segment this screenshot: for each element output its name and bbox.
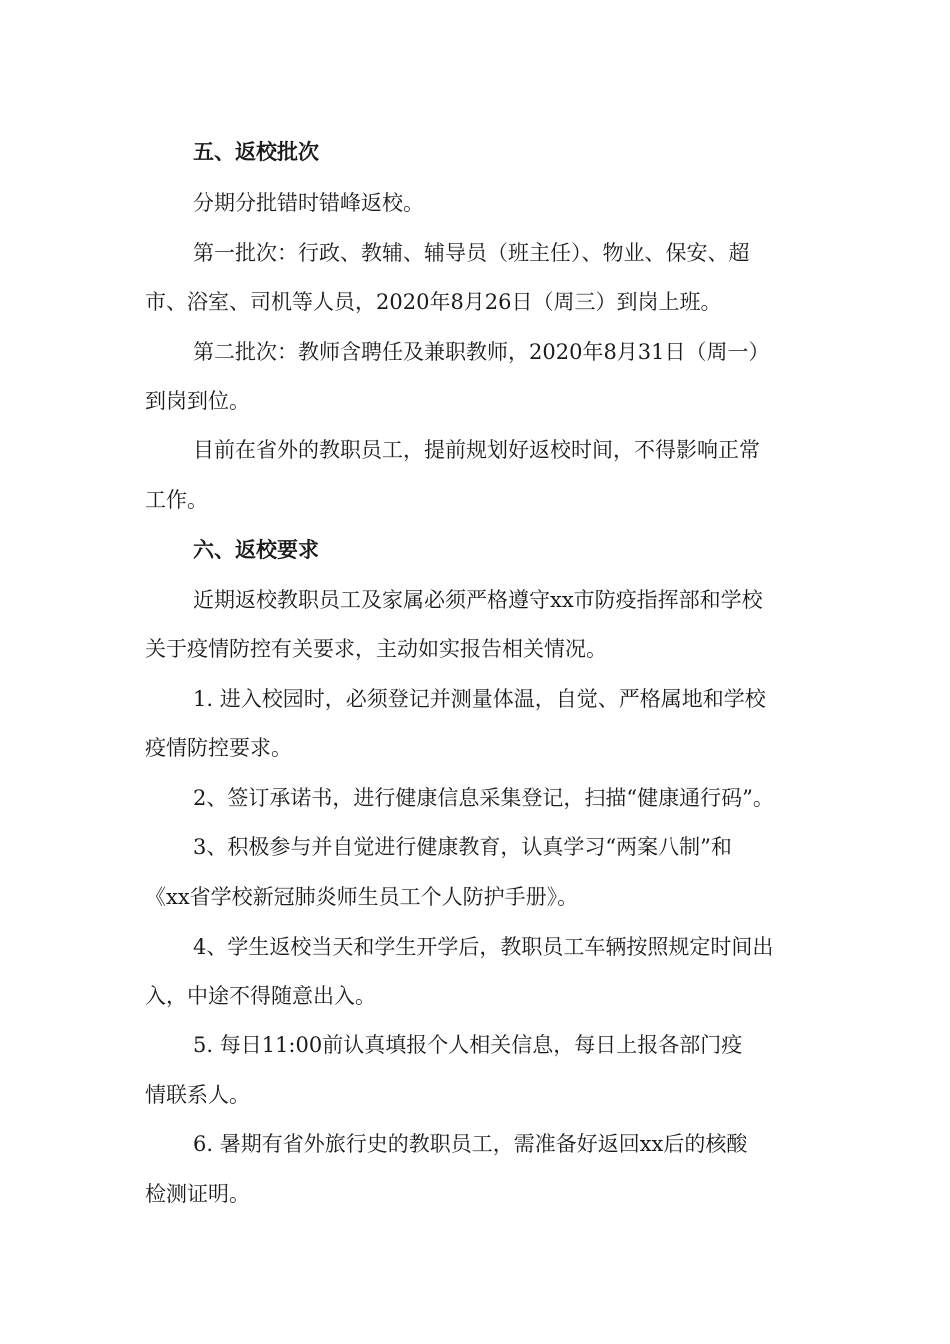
list-item-line: 情联系人。: [145, 1083, 250, 1107]
list-item-line: 入，中途不得随意出入。: [145, 984, 376, 1008]
paragraph-line: 关于疫情防控有关要求，主动如实报告相关情况。: [145, 637, 607, 661]
paragraph-line: 目前在省外的教职员工，提前规划好返校时间，不得影响正常: [193, 438, 760, 462]
list-item-line: 6. 暑期有省外旅行史的教职员工，需准备好返回xx后的核酸: [193, 1132, 748, 1156]
list-item-line: 《xx省学校新冠肺炎师生员工个人防护手册》。: [145, 885, 579, 909]
paragraph-line: 近期返校教职员工及家属必须严格遵守xx市防疫指挥部和学校: [193, 588, 763, 612]
paragraph-line: 分期分批错时错峰返校。: [193, 191, 424, 215]
paragraph-line: 到岗到位。: [145, 389, 250, 413]
list-item-line: 1. 进入校园时，必须登记并测量体温，自觉、严格属地和学校: [193, 687, 766, 711]
list-item-line: 3、积极参与并自觉进行健康教育，认真学习“两案八制”和: [193, 835, 732, 859]
paragraph-line: 第二批次：教师含聘任及兼职教师，2020年8月31日（周一）: [193, 340, 770, 364]
list-item-line: 检测证明。: [145, 1182, 250, 1206]
section-heading-return-requirements: 六、返校要求: [193, 537, 319, 562]
paragraph-line: 市、浴室、司机等人员，2020年8月26日（周三）到岗上班。: [145, 290, 722, 314]
list-item-line: 5. 每日11:00前认真填报个人相关信息，每日上报各部门疫: [193, 1033, 743, 1057]
section-heading-return-batches: 五、返校批次: [193, 139, 319, 164]
paragraph-line: 第一批次：行政、教辅、辅导员（班主任）、物业、保安、超: [193, 241, 750, 265]
paragraph-line: 工作。: [145, 488, 208, 512]
list-item-line: 疫情防控要求。: [145, 736, 292, 760]
list-item-line: 2、签订承诺书，进行健康信息采集登记，扫描“健康通行码”。: [193, 786, 774, 810]
list-item-line: 4、学生返校当天和学生开学后，教职员工车辆按照规定时间出: [193, 935, 774, 959]
